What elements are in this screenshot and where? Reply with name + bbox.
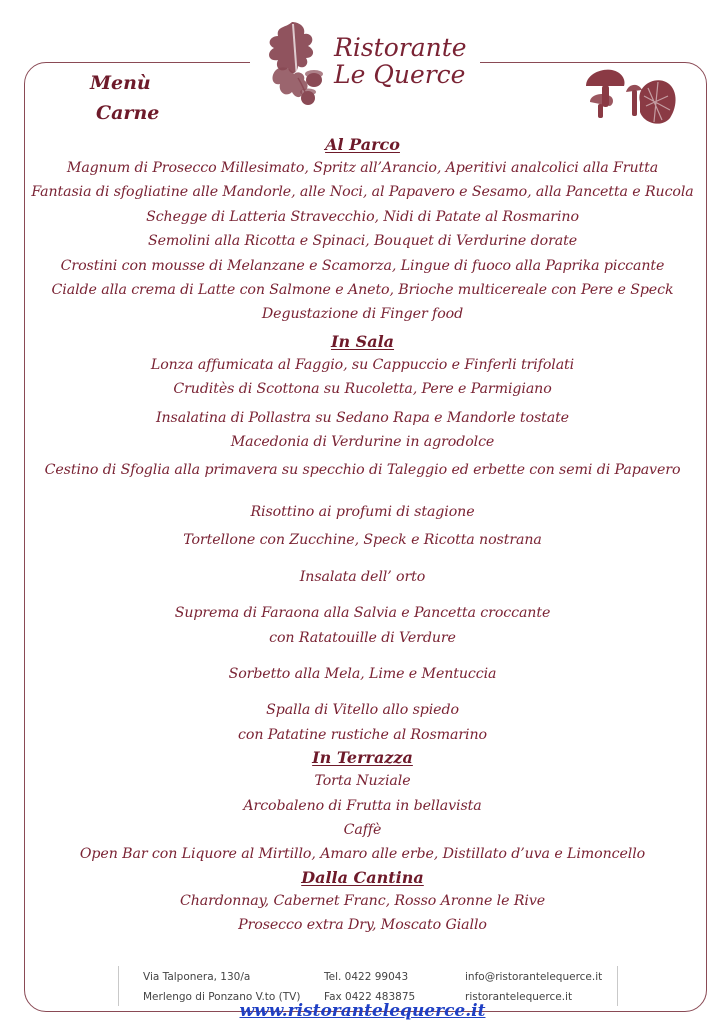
menu-item: Risottino ai profumi di stagione — [250, 503, 475, 520]
menu-item: Cialde alla crema di Latte con Salmone e Aneto, Brioche multicereale con Pere e Speck — [51, 282, 674, 299]
fax-number: Fax 0422 483875 — [324, 991, 416, 1003]
menu-item: Torta Nuziale — [314, 773, 411, 790]
menu-item: con Ratatouille di Verdure — [269, 629, 456, 646]
site-short[interactable]: ristorantelequerce.it — [465, 991, 573, 1003]
menu-item: Cruditès di Scottona su Rucoletta, Pere e Parmigiano — [173, 381, 552, 398]
menu-item: Degustazione di Finger food — [261, 306, 464, 323]
section-title-in-terrazza: In Terrazza — [312, 748, 413, 768]
restaurant-name — [334, 34, 467, 88]
menu-item: Prosecco extra Dry, Moscato Giallo — [238, 917, 487, 934]
address-line2: Merlengo di Ponzano V.to (TV) — [143, 991, 301, 1003]
section-title-dalla-cantina: Dalla Cantina — [301, 867, 424, 887]
section-title-al-parco: Al Parco — [325, 135, 400, 154]
email-address[interactable]: info@ristorantelequerce.it — [465, 971, 603, 983]
menu-heading — [90, 68, 180, 128]
oak-leaf-logo-icon — [262, 18, 332, 110]
menu-item: Open Bar con Liquore al Mirtillo, Amaro alle erbe, Distillato d’uva e Limoncello — [79, 846, 646, 863]
menu-item: Chardonnay, Cabernet Franc, Rosso Aronne le Rive — [179, 892, 546, 909]
address-line1: Via Talponera, 130/a — [143, 971, 251, 983]
restaurant-logo — [262, 18, 492, 113]
phone-number: Tel. 0422 99043 — [324, 971, 409, 983]
menu-item: Lonza affumicata al Faggio, su Cappuccio e Finferli trifolati — [150, 356, 575, 373]
section-title-in-sala: In Sala — [330, 331, 395, 351]
menu-item: Insalata dell’ orto — [299, 568, 426, 585]
menu-item: Magnum di Prosecco Millesimato, Spritz all’Arancio, Aperitivi analcolici alla Frutta — [66, 160, 659, 176]
menu-item: Macedonia di Verdurine in agrodolce — [230, 434, 495, 451]
menu-item: Cestino di Sfoglia alla primavera su specchio di Taleggio ed erbette con semi di Papavero — [44, 462, 681, 479]
menu-title: Menù — [90, 72, 151, 94]
menu-item: Arcobaleno di Frutta in bellavista — [243, 797, 482, 814]
menu-item: Schegge di Latteria Stravecchio, Nidi di Patate al Rosmarino — [146, 208, 579, 225]
contact-footer — [118, 966, 618, 1006]
menu-item: Caffè — [343, 821, 382, 838]
menu-content — [30, 134, 695, 938]
menu-item: Semolini alla Ricotta e Spinaci, Bouquet di Verdurine dorate — [147, 233, 578, 250]
menu-item: Spalla di Vitello allo spiedo — [266, 702, 459, 719]
menu-item: Crostini con mousse di Melanzane e Scamorza, Lingue di fuoco alla Paprika piccante — [60, 257, 665, 274]
restaurant-name-line1: Ristorante — [334, 33, 467, 62]
menu-item: Insalatina di Pollastra su Sedano Rapa e Mandorle tostate — [156, 409, 569, 426]
menu-item: Tortellone con Zucchine, Speck e Ricotta nostrana — [183, 532, 542, 549]
restaurant-name-line2: Le Querce — [334, 60, 466, 89]
menu-item: Fantasia di sfogliatine alle Mandorle, alle Noci, al Papavero e Sesamo, alla Pancetta e Rucola — [31, 184, 694, 201]
menu-subtitle: Carne — [96, 102, 160, 124]
menu-item: Sorbetto alla Mela, Lime e Mentuccia — [228, 665, 497, 682]
website-link[interactable]: www.ristorantelequerce.it — [239, 1001, 486, 1021]
mushrooms-icon — [582, 66, 680, 130]
menu-item: Suprema di Faraona alla Salvia e Pancetta croccante — [174, 605, 551, 622]
menu-item: con Patatine rustiche al Rosmarino — [238, 726, 487, 743]
